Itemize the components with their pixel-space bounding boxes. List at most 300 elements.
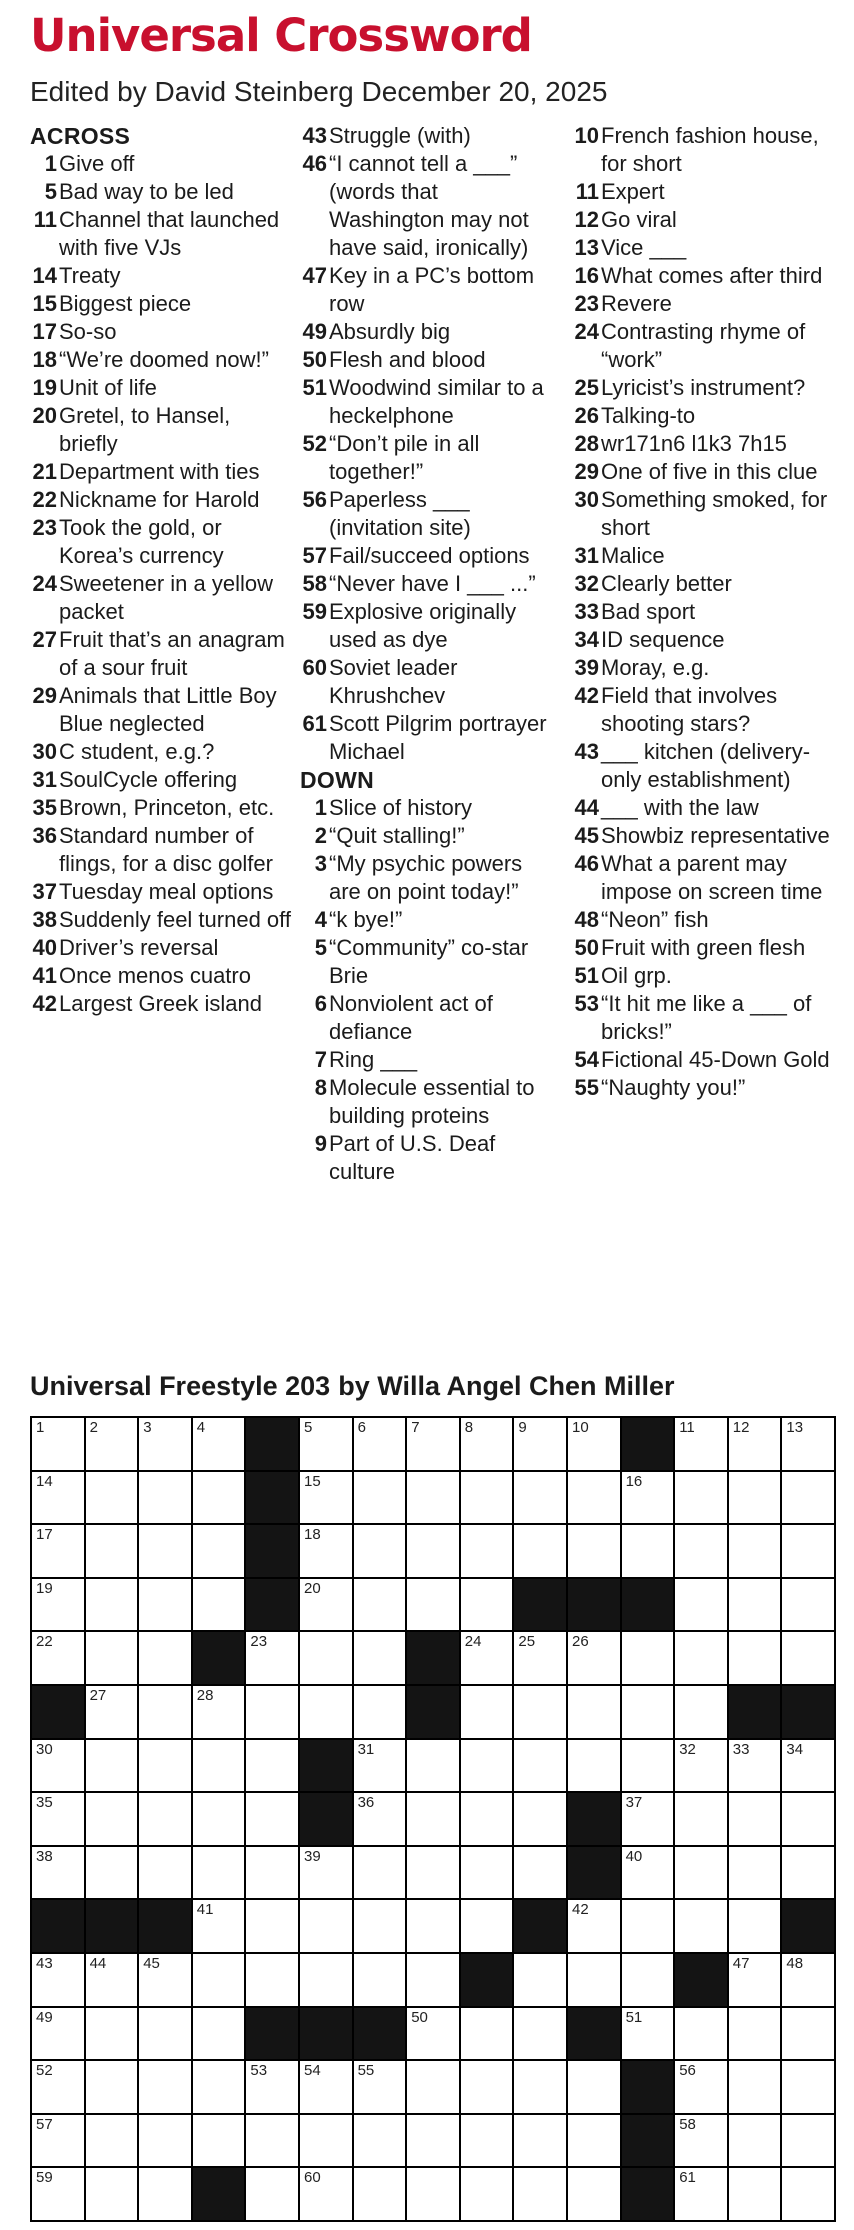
grid-cell[interactable] <box>514 2168 566 2220</box>
clue-number: 11 <box>575 179 599 204</box>
grid-cell[interactable] <box>193 1793 245 1845</box>
grid-cell[interactable] <box>568 2115 620 2167</box>
clue-text: Oil grp. <box>601 963 672 988</box>
grid-cell[interactable] <box>193 1740 245 1792</box>
across-clue-21 <box>30 458 292 486</box>
grid-cell[interactable] <box>300 1472 352 1524</box>
grid-cell[interactable] <box>461 2061 513 2113</box>
clue-number: 44 <box>574 795 599 820</box>
grid-cell[interactable] <box>32 2115 84 2167</box>
grid-cell[interactable] <box>139 2115 191 2167</box>
grid-cell[interactable] <box>461 2115 513 2167</box>
clue-text: Bad way to be led <box>59 179 234 204</box>
grid-cell[interactable] <box>407 1418 459 1470</box>
grid-cell[interactable] <box>86 1632 138 1684</box>
across-clue-23 <box>30 514 292 570</box>
clue-text: What comes after third <box>601 263 823 288</box>
grid-cell[interactable] <box>246 1900 298 1952</box>
grid-cell[interactable] <box>461 1793 513 1845</box>
grid-cell[interactable] <box>354 1472 406 1524</box>
clue-number: 29 <box>574 459 599 484</box>
grid-cell[interactable] <box>782 2115 834 2167</box>
grid-cell[interactable] <box>461 1418 513 1470</box>
black-square <box>86 1900 138 1952</box>
grid-cell[interactable] <box>622 1793 674 1845</box>
grid-cell[interactable] <box>246 1740 298 1792</box>
clue-text: Nonviolent act of defiance <box>329 991 493 1044</box>
clue-text: wr171n6 l1k3 7h15 <box>601 431 787 456</box>
grid-cell[interactable] <box>622 1900 674 1952</box>
clue-text: Expert <box>601 179 665 204</box>
grid-cell[interactable] <box>193 2008 245 2060</box>
clue-number: 51 <box>574 963 599 988</box>
clue-number: 37 <box>32 879 57 904</box>
grid-cell[interactable] <box>461 1579 513 1631</box>
grid-cell[interactable] <box>675 1847 727 1899</box>
clue-number: 19 <box>32 375 57 400</box>
clue-text: Sweetener in a yellow packet <box>59 571 274 624</box>
grid-cell[interactable] <box>514 1632 566 1684</box>
grid-cell[interactable] <box>139 1525 191 1577</box>
grid-cell[interactable] <box>622 1632 674 1684</box>
grid-cell[interactable] <box>514 1847 566 1899</box>
down-clue-34 <box>572 626 834 654</box>
clue-number: 1 <box>314 795 327 820</box>
grid-cell[interactable] <box>407 2168 459 2220</box>
clue-number: 43 <box>574 739 599 764</box>
grid-cell[interactable] <box>461 1686 513 1738</box>
grid-cell[interactable] <box>300 1579 352 1631</box>
grid-cell[interactable] <box>729 2008 781 2060</box>
grid-cell[interactable] <box>729 2168 781 2220</box>
down-clue-10 <box>572 122 834 178</box>
grid-cell[interactable] <box>514 2115 566 2167</box>
grid-cell[interactable] <box>139 1793 191 1845</box>
cell-number: 14 <box>36 1472 53 1490</box>
clue-number: 41 <box>32 963 57 988</box>
grid-cell[interactable] <box>782 1418 834 1470</box>
grid-cell[interactable] <box>32 1954 84 2006</box>
grid-cell[interactable] <box>86 1847 138 1899</box>
cell-number: 25 <box>518 1633 536 1651</box>
grid-cell[interactable] <box>675 1579 727 1631</box>
grid-cell[interactable] <box>568 1900 620 1952</box>
clue-text: Clearly better <box>601 571 732 596</box>
grid-cell[interactable] <box>139 2168 191 2220</box>
grid-cell[interactable] <box>407 1793 459 1845</box>
grid-cell[interactable] <box>300 2061 352 2113</box>
clue-number: 60 <box>302 655 327 680</box>
clue-text: Field that involves shooting stars? <box>601 683 778 736</box>
grid-cell[interactable] <box>300 1686 352 1738</box>
clue-number: 56 <box>302 487 327 512</box>
grid-cell[interactable] <box>729 1632 781 1684</box>
cell-number: 11 <box>679 1419 695 1436</box>
clue-number: 20 <box>32 403 57 428</box>
grid-cell[interactable] <box>729 1793 781 1845</box>
grid-cell[interactable] <box>193 1418 245 1470</box>
grid-cell[interactable] <box>32 1525 84 1577</box>
grid-cell[interactable] <box>407 1740 459 1792</box>
grid-cell[interactable] <box>32 1579 84 1631</box>
grid-cell[interactable] <box>407 2061 459 2113</box>
grid-cell[interactable] <box>139 1418 191 1470</box>
grid-cell[interactable] <box>300 1525 352 1577</box>
grid-cell[interactable] <box>407 1525 459 1577</box>
grid-cell[interactable] <box>246 1954 298 2006</box>
grid-cell[interactable] <box>193 1954 245 2006</box>
grid-cell[interactable] <box>622 1472 674 1524</box>
grid-cell[interactable] <box>461 2008 513 2060</box>
grid-cell[interactable] <box>86 2115 138 2167</box>
grid-cell[interactable] <box>514 1793 566 1845</box>
grid-cell[interactable] <box>461 1847 513 1899</box>
grid-cell[interactable] <box>354 1847 406 1899</box>
clue-text: Bad sport <box>601 599 696 624</box>
grid-cell[interactable] <box>354 2115 406 2167</box>
grid-cell[interactable] <box>86 2168 138 2220</box>
grid-cell[interactable] <box>86 2061 138 2113</box>
grid-cell[interactable] <box>782 1579 834 1631</box>
grid-cell[interactable] <box>246 2115 298 2167</box>
down-clue-43 <box>572 738 834 794</box>
grid-cell[interactable] <box>675 2115 727 2167</box>
grid-cell[interactable] <box>729 1740 781 1792</box>
down-clue-50 <box>572 934 834 962</box>
cell-number: 19 <box>36 1579 53 1597</box>
grid-cell[interactable] <box>86 1472 138 1524</box>
grid-cell[interactable] <box>729 2061 781 2113</box>
grid-cell[interactable] <box>139 2061 191 2113</box>
clue-text: Fictional 45-Down Gold <box>601 1047 830 1072</box>
clue-text: ___ with the law <box>601 795 759 820</box>
grid-cell[interactable] <box>354 2061 406 2113</box>
clue-text: So-so <box>59 319 117 344</box>
grid-cell[interactable] <box>514 1525 566 1577</box>
grid-cell[interactable] <box>354 1954 406 2006</box>
grid-cell[interactable] <box>32 2061 84 2113</box>
grid-cell[interactable] <box>407 1579 459 1631</box>
grid-cell[interactable] <box>729 1472 781 1524</box>
grid-cell[interactable] <box>354 1525 406 1577</box>
grid-cell[interactable] <box>782 1847 834 1899</box>
grid-cell[interactable] <box>193 2061 245 2113</box>
puzzle-name: Universal Freestyle 203 <box>30 1371 331 1401</box>
grid-cell[interactable] <box>461 2168 513 2220</box>
grid-cell[interactable] <box>782 1954 834 2006</box>
grid-cell[interactable] <box>568 1686 620 1738</box>
grid-cell[interactable] <box>407 1954 459 2006</box>
clue-text: Once menos cuatro <box>59 963 251 988</box>
grid-cell[interactable] <box>193 1686 245 1738</box>
grid-cell[interactable] <box>461 1472 513 1524</box>
grid-cell[interactable] <box>193 2115 245 2167</box>
grid-cell[interactable] <box>568 1954 620 2006</box>
cell-number: 27 <box>89 1686 107 1704</box>
grid-cell[interactable] <box>86 1954 138 2006</box>
grid-cell[interactable] <box>729 1418 781 1470</box>
grid-cell[interactable] <box>139 1954 191 2006</box>
grid-cell[interactable] <box>729 1847 781 1899</box>
grid-cell[interactable] <box>461 1632 513 1684</box>
grid-cell[interactable] <box>729 1900 781 1952</box>
grid-cell[interactable] <box>354 1579 406 1631</box>
across-clue-47 <box>300 262 550 318</box>
grid-cell[interactable] <box>568 2061 620 2113</box>
grid-cell[interactable] <box>407 1900 459 1952</box>
grid-cell[interactable] <box>354 1686 406 1738</box>
down-clue-2 <box>300 822 550 850</box>
clue-number: 51 <box>302 375 327 400</box>
grid-cell[interactable] <box>86 1525 138 1577</box>
clue-text: One of five in this clue <box>601 459 818 484</box>
grid-cell[interactable] <box>32 1740 84 1792</box>
grid-cell[interactable] <box>193 1472 245 1524</box>
across-clue-29 <box>30 682 292 738</box>
grid-cell[interactable] <box>675 1472 727 1524</box>
grid-cell[interactable] <box>675 1793 727 1845</box>
down-clue-30 <box>572 486 834 542</box>
clue-text: ___ kitchen (delivery-only establishment) <box>601 739 811 792</box>
grid-cell[interactable] <box>622 1954 674 2006</box>
grid-cell[interactable] <box>568 1418 620 1470</box>
grid-cell[interactable] <box>354 2168 406 2220</box>
clue-number: 45 <box>574 823 599 848</box>
grid-cell[interactable] <box>568 2168 620 2220</box>
across-clue-37 <box>30 878 292 906</box>
grid-cell[interactable] <box>86 1686 138 1738</box>
down-clue-29 <box>572 458 834 486</box>
grid-cell[interactable] <box>139 1847 191 1899</box>
clue-number: 24 <box>32 571 57 596</box>
grid-cell[interactable] <box>300 1900 352 1952</box>
down-clue-11 <box>572 178 834 206</box>
grid-cell[interactable] <box>246 1632 298 1684</box>
down-clue-26 <box>572 402 834 430</box>
grid-cell[interactable] <box>300 2168 352 2220</box>
grid-cell[interactable] <box>675 1740 727 1792</box>
cell-number: 55 <box>357 2062 375 2080</box>
grid-cell[interactable] <box>675 1525 727 1577</box>
grid-cell[interactable] <box>514 1472 566 1524</box>
grid-cell[interactable] <box>675 1900 727 1952</box>
grid-cell[interactable] <box>86 1793 138 1845</box>
grid-cell[interactable] <box>675 2008 727 2060</box>
grid-cell[interactable] <box>514 1954 566 2006</box>
clue-number: 15 <box>32 291 57 316</box>
cell-number: 42 <box>571 1901 589 1919</box>
grid-cell[interactable] <box>32 1418 84 1470</box>
grid-cell[interactable] <box>729 1579 781 1631</box>
grid-cell[interactable] <box>86 1579 138 1631</box>
grid-cell[interactable] <box>354 1740 406 1792</box>
grid-cell[interactable] <box>246 1686 298 1738</box>
cell-number: 31 <box>357 1740 375 1758</box>
clue-number: 4 <box>314 907 327 932</box>
grid-cell[interactable] <box>514 2008 566 2060</box>
clue-number: 40 <box>32 935 57 960</box>
cell-number: 47 <box>732 1954 750 1972</box>
clue-number: 31 <box>32 767 57 792</box>
clue-text: ID sequence <box>601 627 725 652</box>
grid-cell[interactable] <box>622 1740 674 1792</box>
cell-number: 60 <box>303 2169 321 2187</box>
clue-text: “My psychic powers are on point today!” <box>329 851 523 904</box>
clue-text: Go viral <box>601 207 677 232</box>
down-clue-list <box>300 794 550 1186</box>
grid-cell[interactable] <box>246 2168 298 2220</box>
grid-cell[interactable] <box>193 1847 245 1899</box>
grid-cell[interactable] <box>139 1472 191 1524</box>
across-clue-17 <box>30 318 292 346</box>
clue-text: Department with ties <box>59 459 260 484</box>
grid-cell[interactable] <box>622 1525 674 1577</box>
grid-cell[interactable] <box>139 1579 191 1631</box>
grid-cell[interactable] <box>782 2168 834 2220</box>
grid-cell[interactable] <box>407 1472 459 1524</box>
across-clue-58 <box>300 570 550 598</box>
grid-cell[interactable] <box>139 1686 191 1738</box>
grid-cell[interactable] <box>622 1847 674 1899</box>
grid-cell[interactable] <box>300 1632 352 1684</box>
grid-cell[interactable] <box>246 2061 298 2113</box>
grid-cell[interactable] <box>193 1525 245 1577</box>
grid-cell[interactable] <box>300 1847 352 1899</box>
grid-cell[interactable] <box>354 1418 406 1470</box>
black-square <box>407 1632 459 1684</box>
grid-cell[interactable] <box>622 1686 674 1738</box>
clue-number: 46 <box>574 851 599 876</box>
grid-cell[interactable] <box>246 1847 298 1899</box>
clue-number: 25 <box>574 375 599 400</box>
cell-number: 22 <box>36 1633 53 1651</box>
grid-cell[interactable] <box>461 1900 513 1952</box>
grid-cell[interactable] <box>568 1740 620 1792</box>
clue-number: 53 <box>574 991 599 1016</box>
black-square <box>514 1579 566 1631</box>
clue-number: 9 <box>314 1131 327 1156</box>
grid-cell[interactable] <box>300 1954 352 2006</box>
grid-cell[interactable] <box>139 1740 191 1792</box>
cell-number: 39 <box>303 1847 321 1865</box>
black-square <box>300 2008 352 2060</box>
grid-cell[interactable] <box>86 2008 138 2060</box>
clue-text: Lyricist’s instrument? <box>601 375 806 400</box>
grid-cell[interactable] <box>514 1686 566 1738</box>
across-clue-20 <box>30 402 292 458</box>
down-clue-4 <box>300 906 550 934</box>
across-clue-49 <box>300 318 550 346</box>
grid-cell[interactable] <box>461 1525 513 1577</box>
clue-text: Moray, e.g. <box>601 655 710 680</box>
grid-cell[interactable] <box>193 1900 245 1952</box>
grid-cell[interactable] <box>86 1418 138 1470</box>
clue-text: Woodwind similar to a heckelphone <box>329 375 544 428</box>
grid-cell[interactable] <box>622 2008 674 2060</box>
black-square <box>622 2115 674 2167</box>
grid-cell[interactable] <box>354 1900 406 1952</box>
grid-cell[interactable] <box>139 1632 191 1684</box>
grid-cell[interactable] <box>782 1632 834 1684</box>
grid-cell[interactable] <box>193 1579 245 1631</box>
grid-cell[interactable] <box>300 1418 352 1470</box>
cell-number: 56 <box>679 2062 696 2080</box>
grid-cell[interactable] <box>354 1793 406 1845</box>
grid-cell[interactable] <box>407 2115 459 2167</box>
black-square <box>193 1632 245 1684</box>
clue-number: 30 <box>32 739 57 764</box>
grid-cell[interactable] <box>568 1472 620 1524</box>
grid-cell[interactable] <box>675 1632 727 1684</box>
grid-cell[interactable] <box>32 1472 84 1524</box>
grid-cell[interactable] <box>514 1740 566 1792</box>
grid-cell[interactable] <box>782 2061 834 2113</box>
clue-text: What a parent may impose on screen time <box>601 851 823 904</box>
down-clue-33 <box>572 598 834 626</box>
clue-number: 6 <box>314 991 327 1016</box>
cell-number: 13 <box>786 1419 804 1436</box>
grid-cell[interactable] <box>729 1954 781 2006</box>
grid-cell[interactable] <box>86 1740 138 1792</box>
cell-number: 37 <box>625 1794 643 1812</box>
grid-cell[interactable] <box>32 1847 84 1899</box>
grid-cell[interactable] <box>32 2168 84 2220</box>
grid-cell[interactable] <box>675 2168 727 2220</box>
grid-cell[interactable] <box>407 2008 459 2060</box>
grid-cell[interactable] <box>246 1793 298 1845</box>
cell-number: 5 <box>303 1419 313 1436</box>
grid-cell[interactable] <box>32 1793 84 1845</box>
grid-cell[interactable] <box>675 2061 727 2113</box>
clue-text: Revere <box>601 291 672 316</box>
grid-cell[interactable] <box>782 1525 834 1577</box>
across-clue-46 <box>300 150 550 262</box>
grid-cell[interactable] <box>568 1525 620 1577</box>
cell-number: 36 <box>357 1794 375 1812</box>
clue-text: Something smoked, for short <box>601 487 828 540</box>
grid-cell[interactable] <box>782 1793 834 1845</box>
grid-cell[interactable] <box>514 2061 566 2113</box>
clue-number: 58 <box>302 571 327 596</box>
black-square <box>622 2168 674 2220</box>
grid-cell[interactable] <box>729 1525 781 1577</box>
down-clue-16 <box>572 262 834 290</box>
grid-cell[interactable] <box>354 1632 406 1684</box>
grid-cell[interactable] <box>675 1686 727 1738</box>
cell-number: 12 <box>732 1419 750 1436</box>
grid-cell[interactable] <box>514 1418 566 1470</box>
grid-cell[interactable] <box>300 2115 352 2167</box>
clue-number: 49 <box>302 319 327 344</box>
grid-cell[interactable] <box>461 1740 513 1792</box>
grid-cell[interactable] <box>782 1740 834 1792</box>
grid-cell[interactable] <box>675 1418 727 1470</box>
grid-cell[interactable] <box>729 2115 781 2167</box>
grid-cell[interactable] <box>32 2008 84 2060</box>
grid-cell[interactable] <box>139 2008 191 2060</box>
black-square <box>622 1579 674 1631</box>
grid-cell[interactable] <box>782 1472 834 1524</box>
clue-number: 33 <box>574 599 599 624</box>
grid-cell[interactable] <box>407 1847 459 1899</box>
clue-number: 14 <box>32 263 57 288</box>
cell-number: 58 <box>679 2115 696 2133</box>
cell-number: 20 <box>303 1579 321 1597</box>
grid-cell[interactable] <box>782 2008 834 2060</box>
grid-cell[interactable] <box>568 1632 620 1684</box>
grid-cell[interactable] <box>32 1632 84 1684</box>
clue-text: Malice <box>601 543 665 568</box>
